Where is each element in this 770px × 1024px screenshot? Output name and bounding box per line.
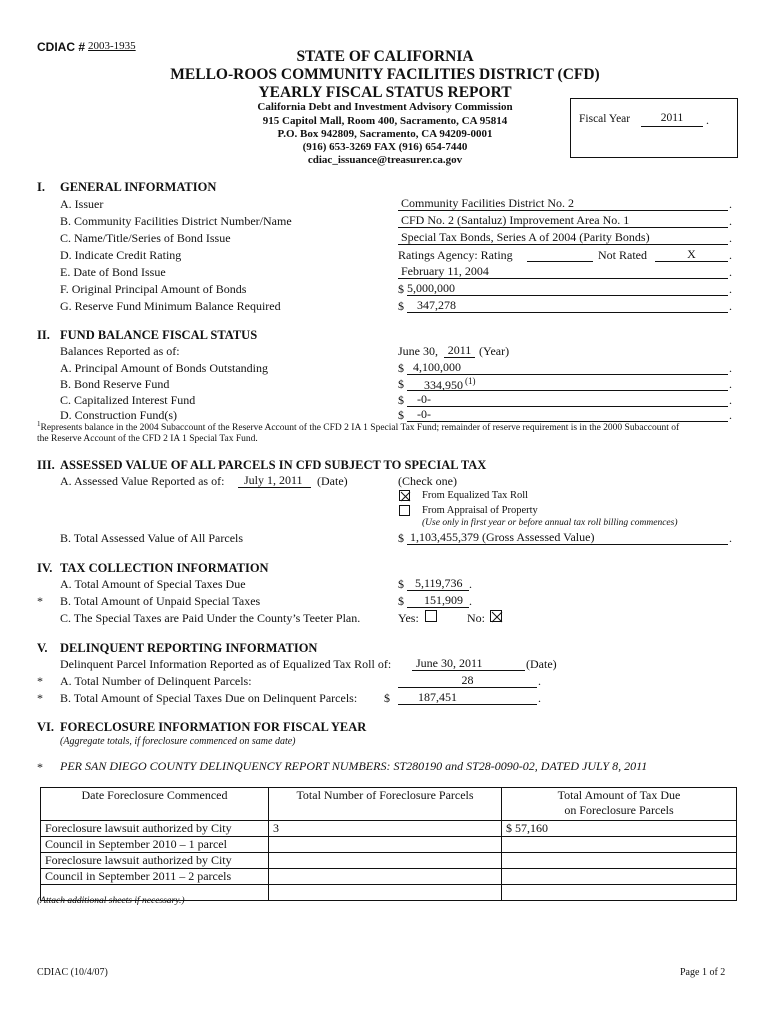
- dollar-sign: $: [398, 299, 404, 313]
- delinquent-amount-label: B. Total Amount of Special Taxes Due on Delinquent Parcels:: [60, 691, 358, 705]
- delinquent-date-suffix: (Date): [526, 657, 557, 671]
- delinquent-amount-star: *: [37, 691, 43, 705]
- cap-interest-field[interactable]: -0-: [407, 392, 728, 407]
- checked-x-icon: [491, 611, 503, 623]
- checked-x-icon: [400, 491, 411, 502]
- table-row: [41, 853, 737, 869]
- cell-count[interactable]: [269, 837, 502, 853]
- teeter-yes-checkbox[interactable]: [425, 610, 437, 622]
- unpaid-star: *: [37, 594, 43, 608]
- taxes-due-field[interactable]: 5,119,736: [407, 576, 469, 591]
- table-row: [41, 821, 737, 837]
- section-4-number: IV.: [37, 561, 53, 575]
- section-3-number: III.: [37, 458, 55, 472]
- teeter-no-label: No:: [467, 611, 485, 625]
- cell-amount[interactable]: [502, 853, 737, 869]
- fiscal-year-box: Fiscal Year 2011 .: [570, 98, 738, 158]
- appraisal-label: From Appraisal of Property: [422, 505, 538, 516]
- construction-label: D. Construction Fund(s): [60, 408, 177, 422]
- form-id: CDIAC (10/4/07): [37, 967, 108, 978]
- report-note: PER SAN DIEGO COUNTY DELINQUENCY REPORT NUMBERS: ST280190 and ST28-0090-02, DATED JULY 8, 2011: [60, 759, 648, 773]
- ratings-agency-label: Ratings Agency: Rating: [398, 248, 513, 262]
- dollar-sign: $: [398, 282, 404, 296]
- cell-date[interactable]: Council in September 2010 – 1 parcel: [41, 837, 269, 853]
- principal-outstanding-field[interactable]: 4,100,000: [407, 360, 728, 375]
- reserve-min-field[interactable]: 347,278: [407, 298, 728, 313]
- title-district: MELLO-ROOS COMMUNITY FACILITIES DISTRICT (CFD): [170, 66, 600, 83]
- dollar-sign: $: [398, 531, 404, 545]
- dollar-sign: $: [398, 393, 404, 407]
- table-header-row: [41, 788, 737, 821]
- section-1-title: GENERAL INFORMATION: [60, 180, 217, 194]
- dollar-sign: $: [398, 377, 404, 391]
- bond-date-field[interactable]: February 11, 2004: [398, 264, 728, 279]
- equalized-roll-checkbox[interactable]: [399, 490, 410, 501]
- check-one-label: (Check one): [398, 474, 457, 488]
- section-4-title: TAX COLLECTION INFORMATION: [60, 561, 269, 575]
- not-rated-label: Not Rated: [598, 248, 647, 262]
- col-header-date: Date Foreclosure Commenced: [41, 788, 269, 821]
- address-email: cdiac_issuance@treasurer.ca.gov: [307, 154, 463, 166]
- section-3-title: ASSESSED VALUE OF ALL PARCELS IN CFD SUBJECT TO SPECIAL TAX: [60, 458, 487, 472]
- section-6-subtitle: (Aggregate totals, if foreclosure commenced on same date): [60, 736, 296, 747]
- dollar-sign: $: [398, 577, 404, 591]
- unpaid-taxes-label: B. Total Amount of Unpaid Special Taxes: [60, 594, 261, 608]
- title-state: STATE OF CALIFORNIA: [296, 48, 474, 65]
- cell-count[interactable]: 3: [269, 821, 502, 837]
- reserve-min-label: G. Reserve Fund Minimum Balance Required: [60, 299, 281, 313]
- attach-note: (Attach additional sheets if necessary.): [37, 896, 185, 906]
- unpaid-taxes-field[interactable]: 151,909: [407, 593, 469, 608]
- issuer-field[interactable]: Community Facilities District No. 2: [398, 196, 728, 211]
- cell-amount[interactable]: [502, 837, 737, 853]
- principal-field[interactable]: 5,000,000: [407, 281, 728, 296]
- dollar-sign: $: [384, 691, 390, 705]
- cfd-name-label: B. Community Facilities District Number/Name: [60, 214, 292, 228]
- bond-date-label: E. Date of Bond Issue: [60, 265, 166, 279]
- issuer-label: A. Issuer: [60, 197, 104, 211]
- dollar-sign: $: [398, 361, 404, 375]
- bond-reserve-label: B. Bond Reserve Fund: [60, 377, 170, 391]
- cdiac-label: CDIAC #: [37, 40, 86, 54]
- foreclosure-table: [40, 787, 737, 901]
- year-label: (Year): [479, 344, 510, 358]
- section-6-title: FORECLOSURE INFORMATION FOR FISCAL YEAR: [60, 720, 367, 734]
- equalized-roll-label: From Equalized Tax Roll: [422, 490, 529, 501]
- address-commission: California Debt and Investment Advisory Commission: [257, 101, 513, 113]
- bond-issue-label: C. Name/Title/Series of Bond Issue: [60, 231, 231, 245]
- address-phone: (916) 653-3269 FAX (916) 654-7440: [302, 141, 468, 153]
- construction-field[interactable]: -0-: [407, 407, 728, 422]
- delinquent-parcels-field[interactable]: 28: [398, 673, 537, 688]
- delinquent-amount-field[interactable]: 187,451: [398, 690, 537, 705]
- page-number: Page 1 of 2: [680, 967, 726, 978]
- fiscal-year-field[interactable]: 2011: [641, 112, 703, 127]
- dollar-sign: $: [398, 408, 404, 422]
- section-5-number: V.: [37, 641, 48, 655]
- assessed-date-label: A. Assessed Value Reported as of:: [60, 474, 225, 488]
- teeter-plan-label: C. The Special Taxes are Paid Under the County’s Teeter Plan.: [60, 611, 361, 625]
- section-6-number: VI.: [37, 720, 55, 734]
- taxes-due-label: A. Total Amount of Special Taxes Due: [60, 577, 246, 591]
- cell-date[interactable]: Foreclosure lawsuit authorized by City: [41, 821, 269, 837]
- address-po-box: P.O. Box 942809, Sacramento, CA 94209-0001: [277, 128, 493, 140]
- section-1-number: I.: [37, 180, 45, 194]
- assessed-date-suffix: (Date): [317, 474, 348, 488]
- section-2-number: II.: [37, 328, 50, 342]
- total-assessed-label: B. Total Assessed Value of All Parcels: [60, 531, 244, 545]
- cell-count[interactable]: [269, 869, 502, 885]
- appraisal-checkbox[interactable]: [399, 505, 410, 516]
- rating-field[interactable]: [527, 247, 593, 262]
- not-rated-field[interactable]: X: [655, 247, 728, 262]
- bond-reserve-field[interactable]: 334,950 $^{(1)}$: [407, 376, 728, 391]
- table-row: [41, 869, 737, 885]
- teeter-yes-label: Yes:: [398, 611, 419, 625]
- fiscal-year-label: Fiscal Year: [579, 113, 631, 125]
- delinquent-intro: Delinquent Parcel Information Reported as of Equalized Tax Roll of:: [60, 657, 392, 671]
- section-2-title: FUND BALANCE FISCAL STATUS: [60, 328, 258, 342]
- delinquent-parcels-label: A. Total Number of Delinquent Parcels:: [60, 674, 252, 688]
- col-header-count: Total Number of Foreclosure Parcels: [269, 788, 502, 821]
- report-note-star: *: [37, 760, 43, 774]
- balances-year-field[interactable]: 2011: [444, 343, 475, 358]
- total-assessed-field[interactable]: 1,103,455,379 (Gross Assessed Value): [407, 530, 728, 545]
- delinquent-date-field[interactable]: June 30, 2011: [412, 656, 525, 671]
- cell-date[interactable]: Council in September 2011 – 2 parcels: [41, 869, 269, 885]
- principal-outstanding-label: A. Principal Amount of Bonds Outstanding: [60, 361, 268, 375]
- principal-label: F. Original Principal Amount of Bonds: [60, 282, 247, 296]
- teeter-no-checkbox[interactable]: [490, 610, 502, 622]
- balances-date: June 30,: [398, 344, 438, 358]
- dollar-sign: $: [398, 594, 404, 608]
- col-header-amount: Total Amount of Tax Due on Foreclosure Parcels: [502, 788, 737, 821]
- footnote-ref: (1): [465, 376, 476, 386]
- cell-amount[interactable]: [502, 885, 737, 901]
- assessed-date-field[interactable]: July 1, 2011: [238, 473, 311, 488]
- cap-interest-label: C. Capitalized Interest Fund: [60, 393, 196, 407]
- cell-count[interactable]: [269, 885, 502, 901]
- delinquent-parcels-star: *: [37, 674, 43, 688]
- section-5-title: DELINQUENT REPORTING INFORMATION: [60, 641, 318, 655]
- bond-issue-field[interactable]: Special Tax Bonds, Series A of 2004 (Parity Bonds): [398, 230, 728, 245]
- cell-date[interactable]: Foreclosure lawsuit authorized by City: [41, 853, 269, 869]
- address-street: 915 Capitol Mall, Room 400, Sacramento, CA 95814: [262, 115, 508, 127]
- cell-count[interactable]: [269, 853, 502, 869]
- cdiac-number: 2003-1935: [88, 40, 136, 52]
- cell-amount[interactable]: [502, 869, 737, 885]
- appraisal-note: (Use only in first year or before annual tax roll billing commences): [422, 518, 678, 528]
- table-row: [41, 837, 737, 853]
- title-report: YEARLY FISCAL STATUS REPORT: [258, 84, 512, 101]
- cell-amount[interactable]: $ 57,160: [502, 821, 737, 837]
- cfd-name-field[interactable]: CFD No. 2 (Santaluz) Improvement Area No. 1: [398, 213, 728, 228]
- footnote-line-1: $^1$Represents balance in the 2004 Subaccount of the Reserve Account of the CFD 2 IA 1 Special Tax Fund; remainder of reserve requirement is in the 2000 Subaccount of: [37, 420, 680, 434]
- credit-rating-label: D. Indicate Credit Rating: [60, 248, 182, 262]
- balances-label: Balances Reported as of:: [60, 344, 180, 358]
- footnote-line-2: the Reserve Account of the CFD 2 IA 1 Special Tax Fund.: [37, 434, 258, 444]
